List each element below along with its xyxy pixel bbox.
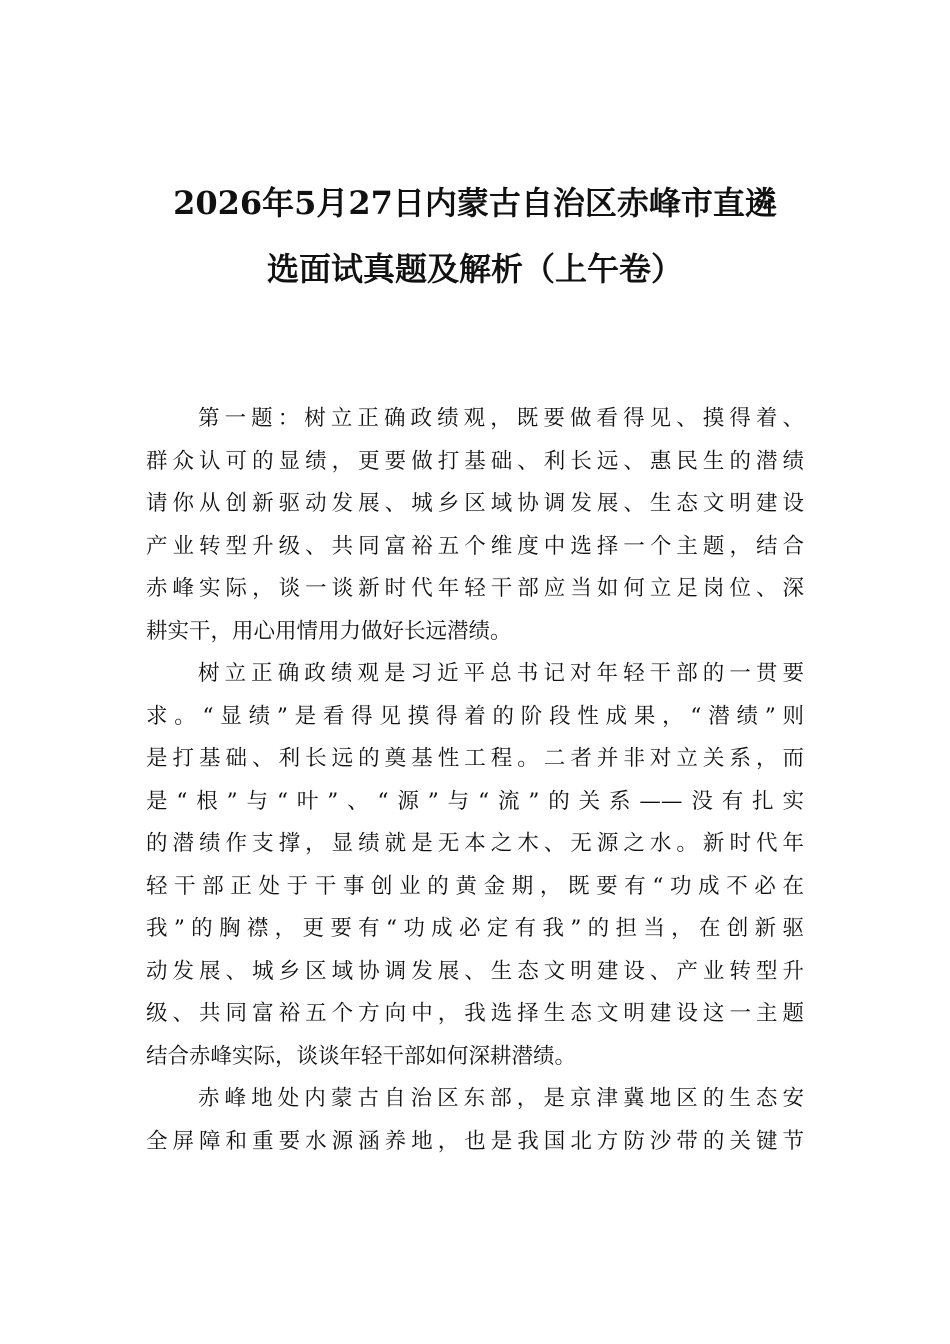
text-line: 的潜绩作支撑，显绩就是无本之木、无源之水。新时代年: [146, 831, 804, 856]
text-line: 是“根”与“叶”、“源”与“流”的关系——没有扎实: [146, 788, 804, 814]
text-line: 动发展、城乡区域协调发展、生态文明建设、产业转型升: [146, 958, 804, 984]
text-line: 是打基础、利长远的奠基性工程。二者并非对立关系，而: [146, 746, 804, 771]
text-line: 耕实干，用心用情用力做好长远潜绩。: [146, 618, 512, 644]
title-line-2: 选面试真题及解析（上午卷）: [266, 250, 683, 288]
title-line-1: 2026年5月27日内蒙古自治区赤峰市直遴: [173, 184, 777, 222]
text-line: 级、共同富裕五个方向中，我选择生态文明建设这一主题: [146, 1001, 804, 1026]
text-line: 群众认可的显绩，更要做打基础、利长远、惠民生的潜绩: [146, 448, 804, 474]
text-line: 产业转型升级、共同富裕五个维度中选择一个主题，结合: [146, 533, 804, 559]
text-line: 我”的胸襟，更要有“功成必定有我”的担当，在创新驱: [146, 916, 804, 941]
text-line: 赤峰地处内蒙古自治区东部，是京津冀地区的生态安: [198, 1086, 804, 1111]
text-line: 请你从创新驱动发展、城乡区域协调发展、生态文明建设: [146, 491, 804, 516]
paragraph-chifeng-context: [146, 1078, 804, 1163]
text-line: 树立正确政绩观是习近平总书记对年轻干部的一贯要: [198, 661, 804, 686]
document-body: [146, 398, 804, 1163]
text-line: 结合赤峰实际，谈谈年轻干部如何深耕潜绩。: [146, 1043, 577, 1069]
document-title: [140, 170, 810, 302]
paragraph-question: [146, 398, 804, 653]
text-line: 第一题：树立正确政绩观，既要做看得见、摸得着、: [198, 406, 804, 431]
text-line: 全屏障和重要水源涵养地，也是我国北方防沙带的关键节: [146, 1128, 804, 1154]
text-line: 轻干部正处于干事创业的黄金期，既要有“功成不必在: [146, 873, 804, 899]
text-line: 赤峰实际，谈一谈新时代年轻干部应当如何立足岗位、深: [146, 576, 804, 601]
paragraph-answer-intro: [146, 653, 804, 1078]
text-line: 求。“显绩”是看得见摸得着的阶段性成果，“潜绩”则: [146, 703, 804, 729]
